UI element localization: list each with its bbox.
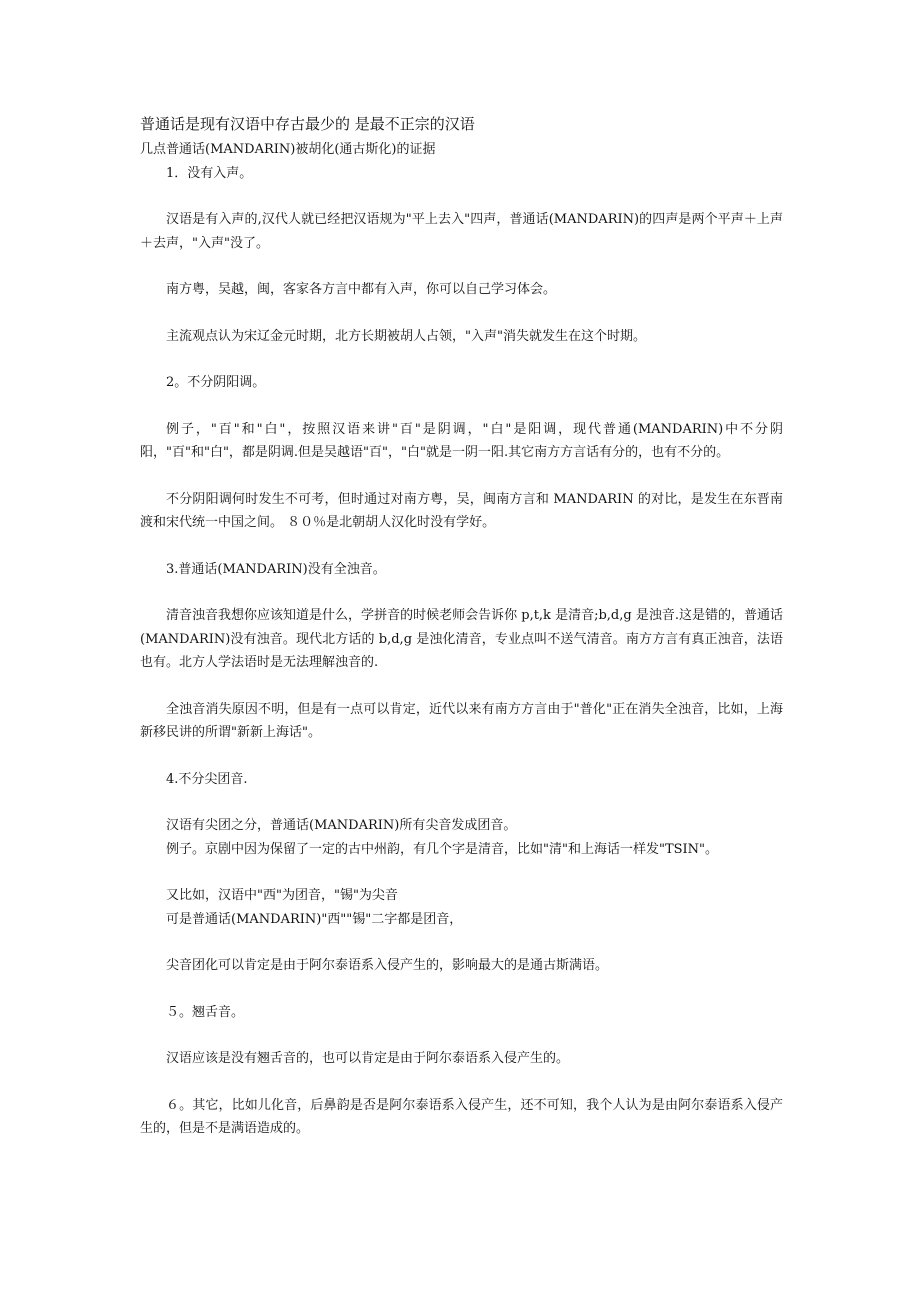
section-heading-6: ６。其它，比如儿化音，后鼻韵是否是阿尔泰语系入侵产生，还不可知，我个人认为是由阿尔泰语系入侵产生的，但是不是满语造成的。 xyxy=(140,1097,783,1136)
section-heading-5: ５。翘舌音。 xyxy=(166,1004,245,1020)
paragraph: 例子，"百"和"白"，按照汉语来讲"百"是阴调，"白"是阳调，现代普通(MANDARIN)中不分阴阳，"百"和"白"，都是阴调.但是吴越语"百"，"白"就是一阴一阳.其它南方方言话有分的，也有不分的。 xyxy=(140,421,783,460)
paragraph: 主流观点认为宋辽金元时期，北方长期被胡人占领，"入声"消失就发生在这个时期。 xyxy=(166,328,646,344)
paragraph: 汉语应该是没有翘舌音的，也可以肯定是由于阿尔泰语系入侵产生的。 xyxy=(166,1051,570,1066)
paragraph: 不分阴阳调何时发生不可考，但时通过对南方粤，吴，闽南方言和 MANDARIN 的对比，是发生在东晋南渡和宋代统一中国之间。 ８０％是北朝胡人汉化时没有学好。 xyxy=(140,491,783,530)
paragraph: 尖音团化可以肯定是由于阿尔泰语系入侵产生的，影响最大的是通古斯满语。 xyxy=(166,958,609,973)
paragraph: 清音浊音我想你应该知道是什么，学拼音的时候老师会告诉你 p,t,k 是清音;b,d,g 是浊音.这是错的，普通话(MANDARIN)没有浊音。现代北方话的 b,d,g 是浊化清音，专业点叫不送气清音。南方方言有真正浊音，法语也有。北方人学法语时是无法理解浊音的. xyxy=(140,608,783,670)
section-heading-3: 3.普通话(MANDARIN)没有全浊音。 xyxy=(166,561,386,577)
paragraph: 又比如，汉语中"西"为团音，"锡"为尖音 xyxy=(166,888,398,903)
document-title: 普通话是现有汉语中存古最少的 是最不正宗的汉语 xyxy=(140,115,475,133)
paragraph: 汉语是有入声的,汉代人就已经把汉语规为"平上去入"四声，普通话(MANDARIN)的四声是两个平声＋上声＋去声，"入声"没了。 xyxy=(140,212,783,251)
paragraph: 汉语有尖团之分，普通话(MANDARIN)所有尖音发成团音。 xyxy=(166,818,517,833)
section-heading-1: 1．没有入声。 xyxy=(166,165,253,181)
document-subtitle: 几点普通话(MANDARIN)被胡化(通古斯化)的证据 xyxy=(140,142,436,157)
paragraph: 例子。京剧中因为保留了一定的古中州韵，有几个字是清音，比如"清"和上海话一样发"TSIN"。 xyxy=(166,841,719,857)
section-heading-2: 2。不分阴阳调。 xyxy=(166,375,266,390)
paragraph: 南方粤，吴越，闽，客家各方言中都有入声，你可以自己学习体会。 xyxy=(166,282,557,297)
paragraph: 可是普通话(MANDARIN)"西""锡"二字都是团音， xyxy=(166,911,463,927)
document-page xyxy=(140,110,783,1141)
paragraph: 全浊音消失原因不明，但是有一点可以肯定，近代以来有南方方言由于"普化"正在消失全浊音，比如，上海新移民讲的所谓"新新上海话"。 xyxy=(140,701,783,740)
section-heading-4: 4.不分尖团音. xyxy=(166,771,248,787)
